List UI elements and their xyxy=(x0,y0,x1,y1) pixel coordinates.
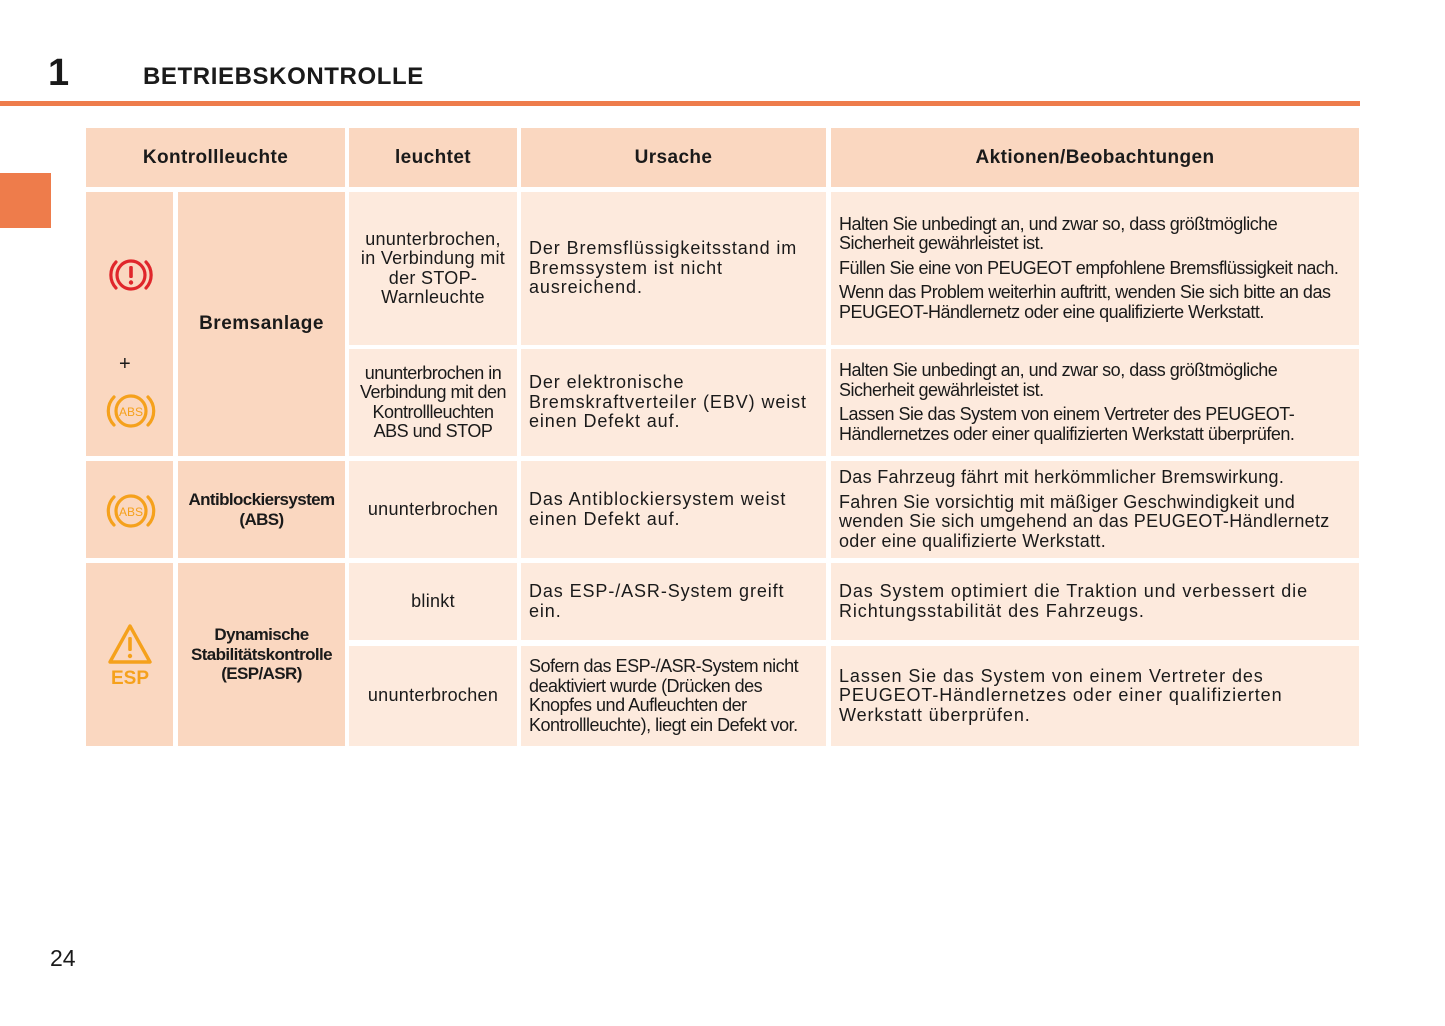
esp-row1-aktionen: Das System optimiert die Traktion und verbessert die Richtungsstabilität des Fahrzeugs. xyxy=(831,563,1359,640)
esp-row1-leuchtet: blinkt xyxy=(349,563,517,640)
esp-row2-leuchtet: ununterbrochen xyxy=(349,646,517,746)
esp-row1-ursache: Das ESP-/ASR-System greift ein. xyxy=(521,563,826,640)
plus-sign: + xyxy=(119,353,131,375)
bremsanlage-row1-aktionen xyxy=(831,192,1359,345)
bremsanlage-row1-ursache: Der Bremsflüssigkeitsstand im Bremssystem ist nicht ausreichend. xyxy=(521,192,826,345)
esp-icon-label: ESP xyxy=(110,668,150,688)
abs-warning-icon xyxy=(102,388,160,434)
column-header-ursache: Ursache xyxy=(521,128,826,187)
esp-warning-icon xyxy=(104,622,156,688)
bremsanlage-row1-leuchtet: ununterbrochen, in Verbindung mit der STOP-Warnleuchte xyxy=(349,192,517,345)
bremsanlage-row2-aktion-2: Lassen Sie das System von einem Vertreter des PEUGEOT-Händlernetzes oder einer qualifizierten Werkstatt überprüfen. xyxy=(839,404,1295,444)
bremsanlage-row2-aktionen xyxy=(831,349,1359,456)
bremsanlage-row2-aktion-1: Halten Sie unbedingt an, und zwar so, dass größtmögliche Sicherheit gewährleistet ist. xyxy=(839,360,1278,400)
svg-text:ABS: ABS xyxy=(118,505,144,519)
column-header-leuchtet: leuchtet xyxy=(349,128,517,187)
page-number: 24 xyxy=(50,945,76,971)
bremsanlage-row1-aktion-3: Wenn das Problem weiterhin auftritt, wenden Sie sich bitte an das PEUGEOT-Händlernetz oder eine qualifizierte Werkstatt. xyxy=(839,282,1331,322)
header-rule xyxy=(0,101,1360,106)
bremsanlage-row2-leuchtet: ununterbrochen in Verbindung mit den Kontrollleuchten ABS und STOP xyxy=(349,349,517,456)
abs-leuchtet: ununterbrochen xyxy=(349,461,517,558)
chapter-title: BETRIEBSKONTROLLE xyxy=(143,63,424,90)
abs-warning-icon xyxy=(102,488,160,534)
esp-label: Dynamische Stabilitätskontrolle (ESP/ASR) xyxy=(178,563,345,746)
chapter-number: 1 xyxy=(48,52,70,94)
bremsanlage-row2-ursache: Der elektronische Bremskraftverteiler (EBV) weist einen Defekt auf. xyxy=(521,349,826,456)
chapter-side-tab xyxy=(0,173,51,228)
svg-text:ABS: ABS xyxy=(118,405,144,419)
column-header-kontrollleuchte: Kontrollleuchte xyxy=(86,128,345,187)
bremsanlage-row1-aktion-2: Füllen Sie eine von PEUGEOT empfohlene Bremsflüssigkeit nach. xyxy=(839,257,1339,278)
abs-ursache: Das Antiblockiersystem weist einen Defekt auf. xyxy=(521,461,826,558)
column-header-aktionen: Aktionen/Beobachtungen xyxy=(831,128,1359,187)
abs-label: Antiblockiersystem (ABS) xyxy=(178,461,345,558)
bremsanlage-row1-aktion-1: Halten Sie unbedingt an, und zwar so, dass größtmögliche Sicherheit gewährleistet ist. xyxy=(839,213,1278,254)
esp-row2-aktionen: Lassen Sie das System von einem Vertreter des PEUGEOT-Händlernetzes oder einer qualifizierten Werkstatt überprüfen. xyxy=(831,646,1359,746)
esp-row2-ursache: Sofern das ESP-/ASR-System nicht deaktiviert wurde (Drücken des Knopfes und Aufleuchten der Kontrollleuchte), liegt ein Defekt vor. xyxy=(521,646,826,746)
abs-aktion-2: Fahren Sie vorsichtig mit mäßiger Geschwindigkeit und wenden Sie sich umgehend an das PEUGEOT-Händlernetz oder eine qualifizierte Werkstatt. xyxy=(839,491,1330,551)
brake-warning-icon xyxy=(105,253,157,297)
bremsanlage-label: Bremsanlage xyxy=(178,192,345,456)
abs-aktionen xyxy=(831,461,1359,558)
abs-aktion-1: Das Fahrzeug fährt mit herkömmlicher Bremswirkung. xyxy=(839,467,1285,487)
